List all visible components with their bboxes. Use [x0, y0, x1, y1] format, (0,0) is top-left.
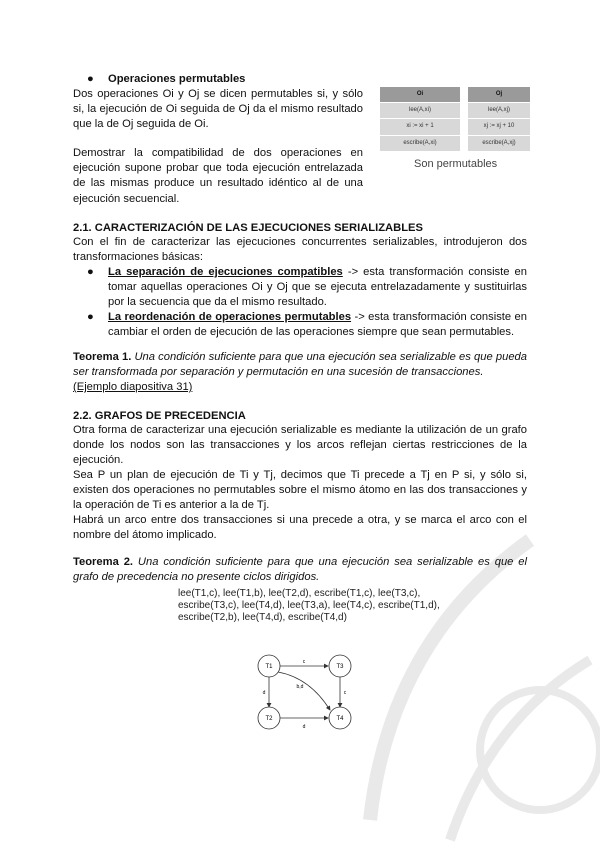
edge-label-t2-t4: d	[302, 724, 306, 730]
theorem-2-label: Teorema 2.	[73, 556, 134, 568]
reordenacion-description: -> esta transformación consiste en cambiar el orden de ejecución de las operaciones siempre que sean permutables.	[108, 311, 527, 339]
node-label-t2: T2	[265, 716, 273, 722]
edge-label-t1-t4: b,d	[296, 684, 304, 690]
separacion-description: -> esta transformación consiste en tomar aquellas operaciones Oi y Oj que se ejecuta entrelazadamente y sustituirlas por la secuencia que da el mismo resultado.	[108, 266, 527, 309]
table-oj-row: escribe(A,xj)	[468, 135, 531, 151]
edge-label-t1-t2: d	[262, 690, 266, 696]
precedence-graph	[250, 648, 360, 744]
edge-t1-t4	[278, 672, 330, 710]
figure-caption: Son permutables	[414, 158, 498, 170]
schedule-line-3: escribe(T2,b), lee(T4,d), escribe(T4,d)	[178, 612, 347, 623]
node-label-t4: T4	[336, 716, 344, 722]
perm-heading: Operaciones permutables	[108, 73, 246, 85]
theorem-1	[73, 350, 527, 380]
table-oi-header: Oi	[380, 87, 461, 103]
table-oi-row: escribe(A,xi)	[380, 135, 461, 151]
bullet-dot: ●	[87, 266, 94, 278]
node-label-t1: T1	[265, 664, 273, 670]
table-oi-row: lee(A,xi)	[380, 103, 461, 119]
theorem-1-label: Teorema 1.	[73, 351, 132, 363]
table-oi-row: xi := xi + 1	[380, 119, 461, 135]
section-21-intro: Con el fin de caracterizar las ejecuciones concurrentes serializables, introdujeron dos transformaciones básicas:	[73, 236, 527, 264]
example-link[interactable]: (Ejemplo diapositiva 31)	[73, 381, 193, 393]
table-oj-header: Oj	[468, 87, 531, 103]
schedule-line-1: lee(T1,c), lee(T1,b), lee(T2,d), escribe(T1,c), lee(T3,c),	[178, 588, 421, 599]
perm-paragraph-1: Dos operaciones Oi y Oj se dicen permutables si, y sólo si, la ejecución de Oi seguida de Oj da el mismo resultado que la de Oj seguida de Oi.	[73, 88, 363, 131]
table-oj	[467, 86, 531, 152]
table-oi	[379, 86, 461, 152]
section-21-title: 2.1. CARACTERIZACIÓN DE LAS EJECUCIONES SERIALIZABLES	[73, 222, 423, 234]
bullet-dot: ●	[87, 311, 94, 323]
section-22-paragraph-2: Sea P un plan de ejecución de Ti y Tj, decimos que Ti precede a Tj en P si, y sólo si, existen dos operaciones no permutables sobre el mismo átomo en las dos transacciones y la operación de Ti es anterior a la de Tj.	[73, 469, 527, 512]
theorem-2-text: Una condición suficiente para que una ejecución sea serializable es que el grafo de precedencia no presente ciclos dirigidos.	[73, 556, 527, 584]
theorem-2	[73, 555, 527, 585]
edge-label-t1-t3: c	[302, 659, 306, 665]
section-22-title: 2.2. GRAFOS DE PRECEDENCIA	[73, 410, 246, 422]
theorem-1-text: Una condición suficiente para que una ejecución sea serializable es que pueda ser transformada por separación y permutación en una sucesión de transacciones.	[73, 351, 527, 379]
table-oj-row: xj := xj + 10	[468, 119, 531, 135]
term-separacion: La separación de ejecuciones compatibles	[108, 266, 343, 278]
bullet-dot: ●	[87, 73, 94, 85]
section-22-paragraph-1: Otra forma de caracterizar una ejecución serializable es mediante la utilización de un grafo donde los nodos son las transacciones y los arcos reflejan ciertas restricciones de la ejecución.	[73, 424, 527, 467]
node-label-t3: T3	[336, 664, 344, 670]
edge-label-t3-t4: c	[343, 690, 347, 696]
term-reordenacion: La reordenación de operaciones permutables	[108, 311, 352, 323]
table-oj-row: lee(A,xj)	[468, 103, 531, 119]
schedule-line-2: escribe(T3,c), lee(T4,d), lee(T3,a), lee(T4,c), escribe(T1,d),	[178, 600, 440, 611]
section-22-paragraph-3: Habrá un arco entre dos transacciones si una precede a otra, y se marca el arco con el nombre del átomo implicado.	[73, 514, 527, 542]
perm-paragraph-2: Demostrar la compatibilidad de dos operaciones en ejecución supone probar que toda ejecución entrelazada de las mismas produce un resultado idéntico al de una ejecución secuencial.	[73, 147, 363, 205]
